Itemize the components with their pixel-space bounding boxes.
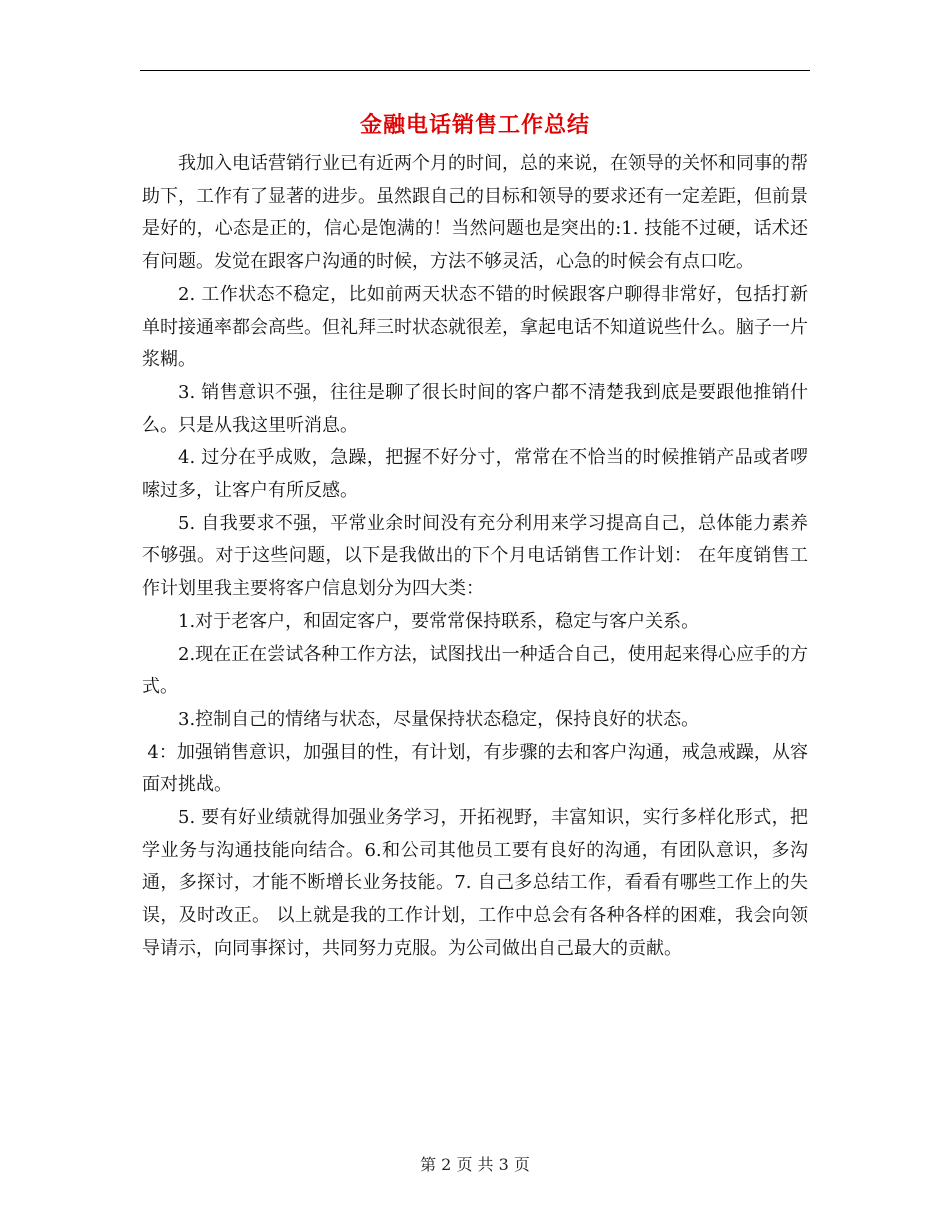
page-number: 第 2 页 共 3 页: [420, 1155, 530, 1174]
plan-item-3: 3.控制自己的情绪与状态，尽量保持状态稳定，保持良好的状态。: [178, 708, 700, 730]
plan-item-4: 4：加强销售意识，加强目的性，有计划，有步骤的去和客户沟通，戒急戒躁，从容面对挑战。: [142, 741, 808, 796]
document-title: 金融电话销售工作总结: [359, 112, 590, 138]
paragraph-item-3: 3. 销售意识不强，往往是聊了很长时间的客户都不清楚我到底是要跟他推销什么。只是从我这里听消息。: [142, 381, 808, 436]
document-body: [142, 148, 808, 966]
paragraph-item-4: 4. 过分在乎成败，急躁，把握不好分寸，常常在不恰当的时候推销产品或者啰嗦过多，让客户有所反感。: [142, 447, 808, 502]
plan-item-1: 1.对于老客户，和固定客户，要常常保持联系，稳定与客户关系。: [178, 610, 700, 632]
paragraph-item-2: 2. 工作状态不稳定，比如前两天状态不错的时候跟客户聊得非常好，包括打新单时接通率都会高些。但礼拜三时状态就很差，拿起电话不知道说些什么。脑子一片浆糊。: [142, 283, 808, 371]
paragraph-conclusion: 5. 要有好业绩就得加强业务学习，开拓视野，丰富知识，实行多样化形式，把学业务与沟通技能向结合。6.和公司其他员工要有良好的沟通，有团队意识，多沟通，多探讨，才能不断增长业务技能。7. 自己多总结工作，看看有哪些工作上的失误，及时改正。 以上就是我的工作计划，工作中总会有各种各样的困难，我会向领导请示，向同事探讨，共同努力克服。为公司做出自己最大的贡献。: [142, 807, 808, 959]
plan-item-2: 2.现在正在尝试各种工作方法，试图找出一种适合自己，使用起来得心应手的方式。: [142, 643, 808, 698]
paragraph-intro: 我加入电话营销行业已有近两个月的时间，总的来说，在领导的关怀和同事的帮助下，工作有了显著的进步。虽然跟自己的目标和领导的要求还有一定差距，但前景是好的，心态是正的，信心是饱满的！当然问题也是突出的:1. 技能不过硬，话术还有问题。发觉在跟客户沟通的时候，方法不够灵活，心急的时候会有点口吃。: [142, 153, 808, 273]
header-rule: [140, 70, 810, 71]
paragraph-item-5: 5. 自我要求不强，平常业余时间没有充分利用来学习提高自己，总体能力素养不够强。对于这些问题，以下是我做出的下个月电话销售工作计划： 在年度销售工作计划里我主要将客户信息划分为四大类：: [142, 512, 808, 600]
